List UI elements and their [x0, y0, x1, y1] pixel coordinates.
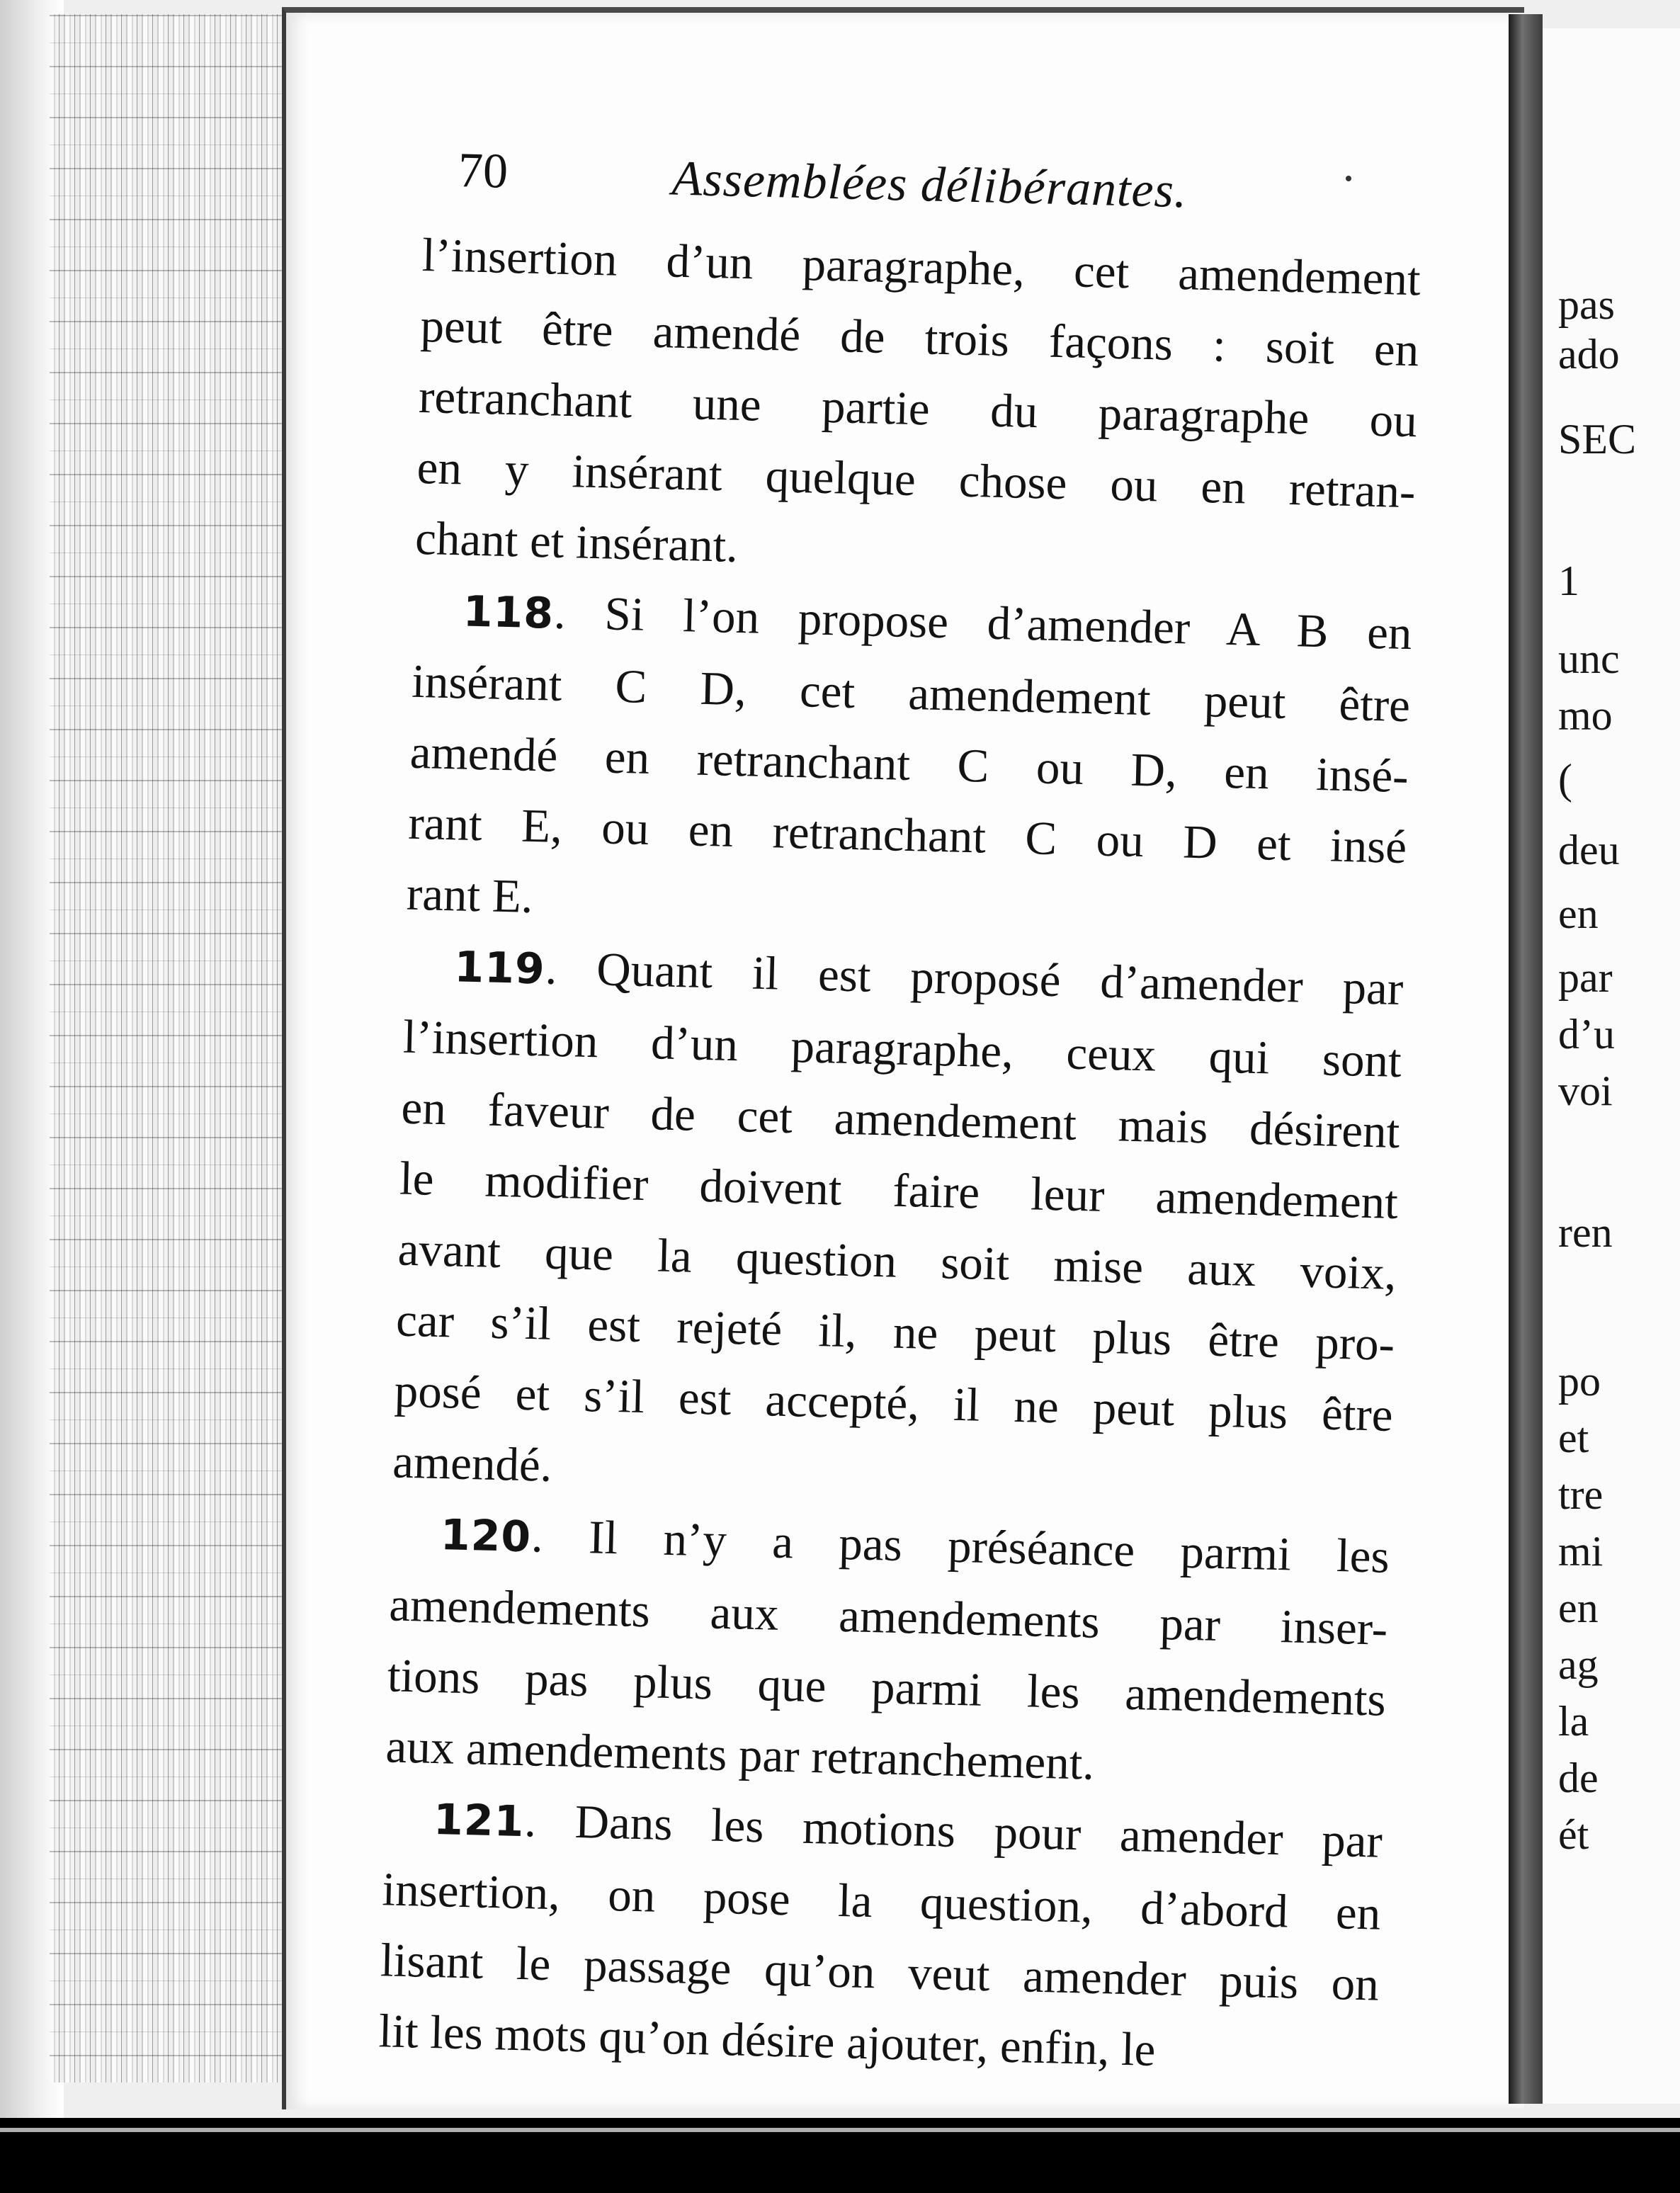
line-text: . Dans les motions pour amender par: [523, 1794, 1383, 1868]
line-text: amendé en retranchant C ou D, en insé-: [409, 725, 1409, 803]
page-number: 70: [458, 143, 509, 199]
facing-page-fragment: SEC: [1558, 416, 1637, 463]
facing-page-fragment: en: [1558, 1585, 1599, 1631]
line-text: lisant le passage qu’on veut amender puis on: [380, 1934, 1380, 2011]
paragraph-number: 119: [453, 942, 546, 994]
line-text: insertion, on pose la question, d’abord en: [381, 1863, 1382, 1940]
line-text: l’insertion d’un paragraphe, ceux qui sont: [402, 1010, 1402, 1088]
facing-page-fragment: par: [1558, 954, 1613, 1001]
line-text: chant et insérant.: [414, 511, 739, 572]
facing-page-fragment: 1: [1558, 557, 1579, 604]
body-text: [378, 220, 1457, 2092]
line-text: lit les mots qu’on désire ajouter, enfin, le: [378, 2005, 1157, 2076]
line-text: l’insertion d’un paragraphe, cet amendement: [421, 228, 1421, 306]
page-content: [378, 142, 1459, 2092]
line-text: le modifier doivent faire leur amendement: [399, 1152, 1399, 1230]
line-text: amendé.: [392, 1435, 553, 1492]
facing-page-fragment: d’u: [1558, 1011, 1615, 1058]
page-edge-grain: [50, 14, 283, 2082]
facing-page: [1543, 28, 1680, 2104]
line-text: retranchant une partie du paragraphe ou: [418, 370, 1418, 448]
facing-page-fragment: deu: [1558, 827, 1620, 873]
facing-page-fragment: tre: [1558, 1471, 1604, 1518]
facing-page-fragment: ag: [1558, 1641, 1599, 1688]
facing-page-fragment: ren: [1558, 1209, 1613, 1256]
line-text: avant que la question soit mise aux voix,: [397, 1223, 1397, 1300]
paragraph-number: 121: [433, 1795, 526, 1847]
facing-page-fragment: mi: [1558, 1528, 1604, 1575]
line-text: . Si l’on propose d’amender A B en: [553, 586, 1413, 660]
facing-page-fragment: ét: [1558, 1811, 1589, 1858]
scan-border-strip: [0, 2128, 1680, 2132]
line-text: rant E, ou en retranchant C ou D et insé: [407, 796, 1407, 874]
line-text: car s’il est rejeté il, ne peut plus être pro-: [395, 1293, 1395, 1371]
page-edges: [50, 14, 283, 2082]
line-text: peut être amendé de trois façons : soit en: [419, 299, 1420, 377]
paragraph-number: 118: [462, 586, 555, 639]
line-text: insérant C D, cet amendement peut être: [411, 654, 1411, 732]
facing-page-fragment: et: [1558, 1415, 1589, 1461]
facing-page-fragment: unc: [1558, 635, 1620, 682]
line-text: en y insérant quelque chose ou en retran-: [416, 441, 1417, 518]
line-text: . Quant il est proposé d’amender par: [544, 941, 1404, 1016]
facing-page-fragment: de: [1558, 1755, 1599, 1801]
line-text: . Il n’y a pas préséance parmi les: [530, 1509, 1390, 1583]
facing-page-fragment: en: [1558, 890, 1599, 937]
line-text: amendements aux amendements par inser-: [388, 1578, 1389, 1655]
line-text: posé et s’il est accepté, il ne peut plus être: [393, 1364, 1394, 1441]
facing-page-fragment: po: [1558, 1358, 1601, 1405]
facing-page-fragment: ado: [1558, 331, 1620, 378]
line-text: tions pas plus que parmi les amendements: [387, 1649, 1387, 1726]
paragraph-number: 120: [440, 1510, 533, 1563]
facing-page-fragment: mo: [1558, 692, 1613, 739]
facing-page-fragment: voi: [1558, 1067, 1613, 1114]
line-text: aux amendements par retranchement.: [385, 1720, 1096, 1790]
line-text: rant E.: [406, 867, 534, 924]
line-text: en faveur de cet amendement mais désirent: [400, 1081, 1401, 1159]
book-gutter: [1509, 14, 1543, 2104]
facing-page-fragment: la: [1558, 1698, 1589, 1745]
facing-page-fragment: pas: [1558, 281, 1615, 328]
facing-page-fragment: (: [1558, 756, 1572, 803]
running-title: Assemblées délibérantes.: [671, 151, 1188, 219]
scan-border: [0, 2118, 1680, 2193]
